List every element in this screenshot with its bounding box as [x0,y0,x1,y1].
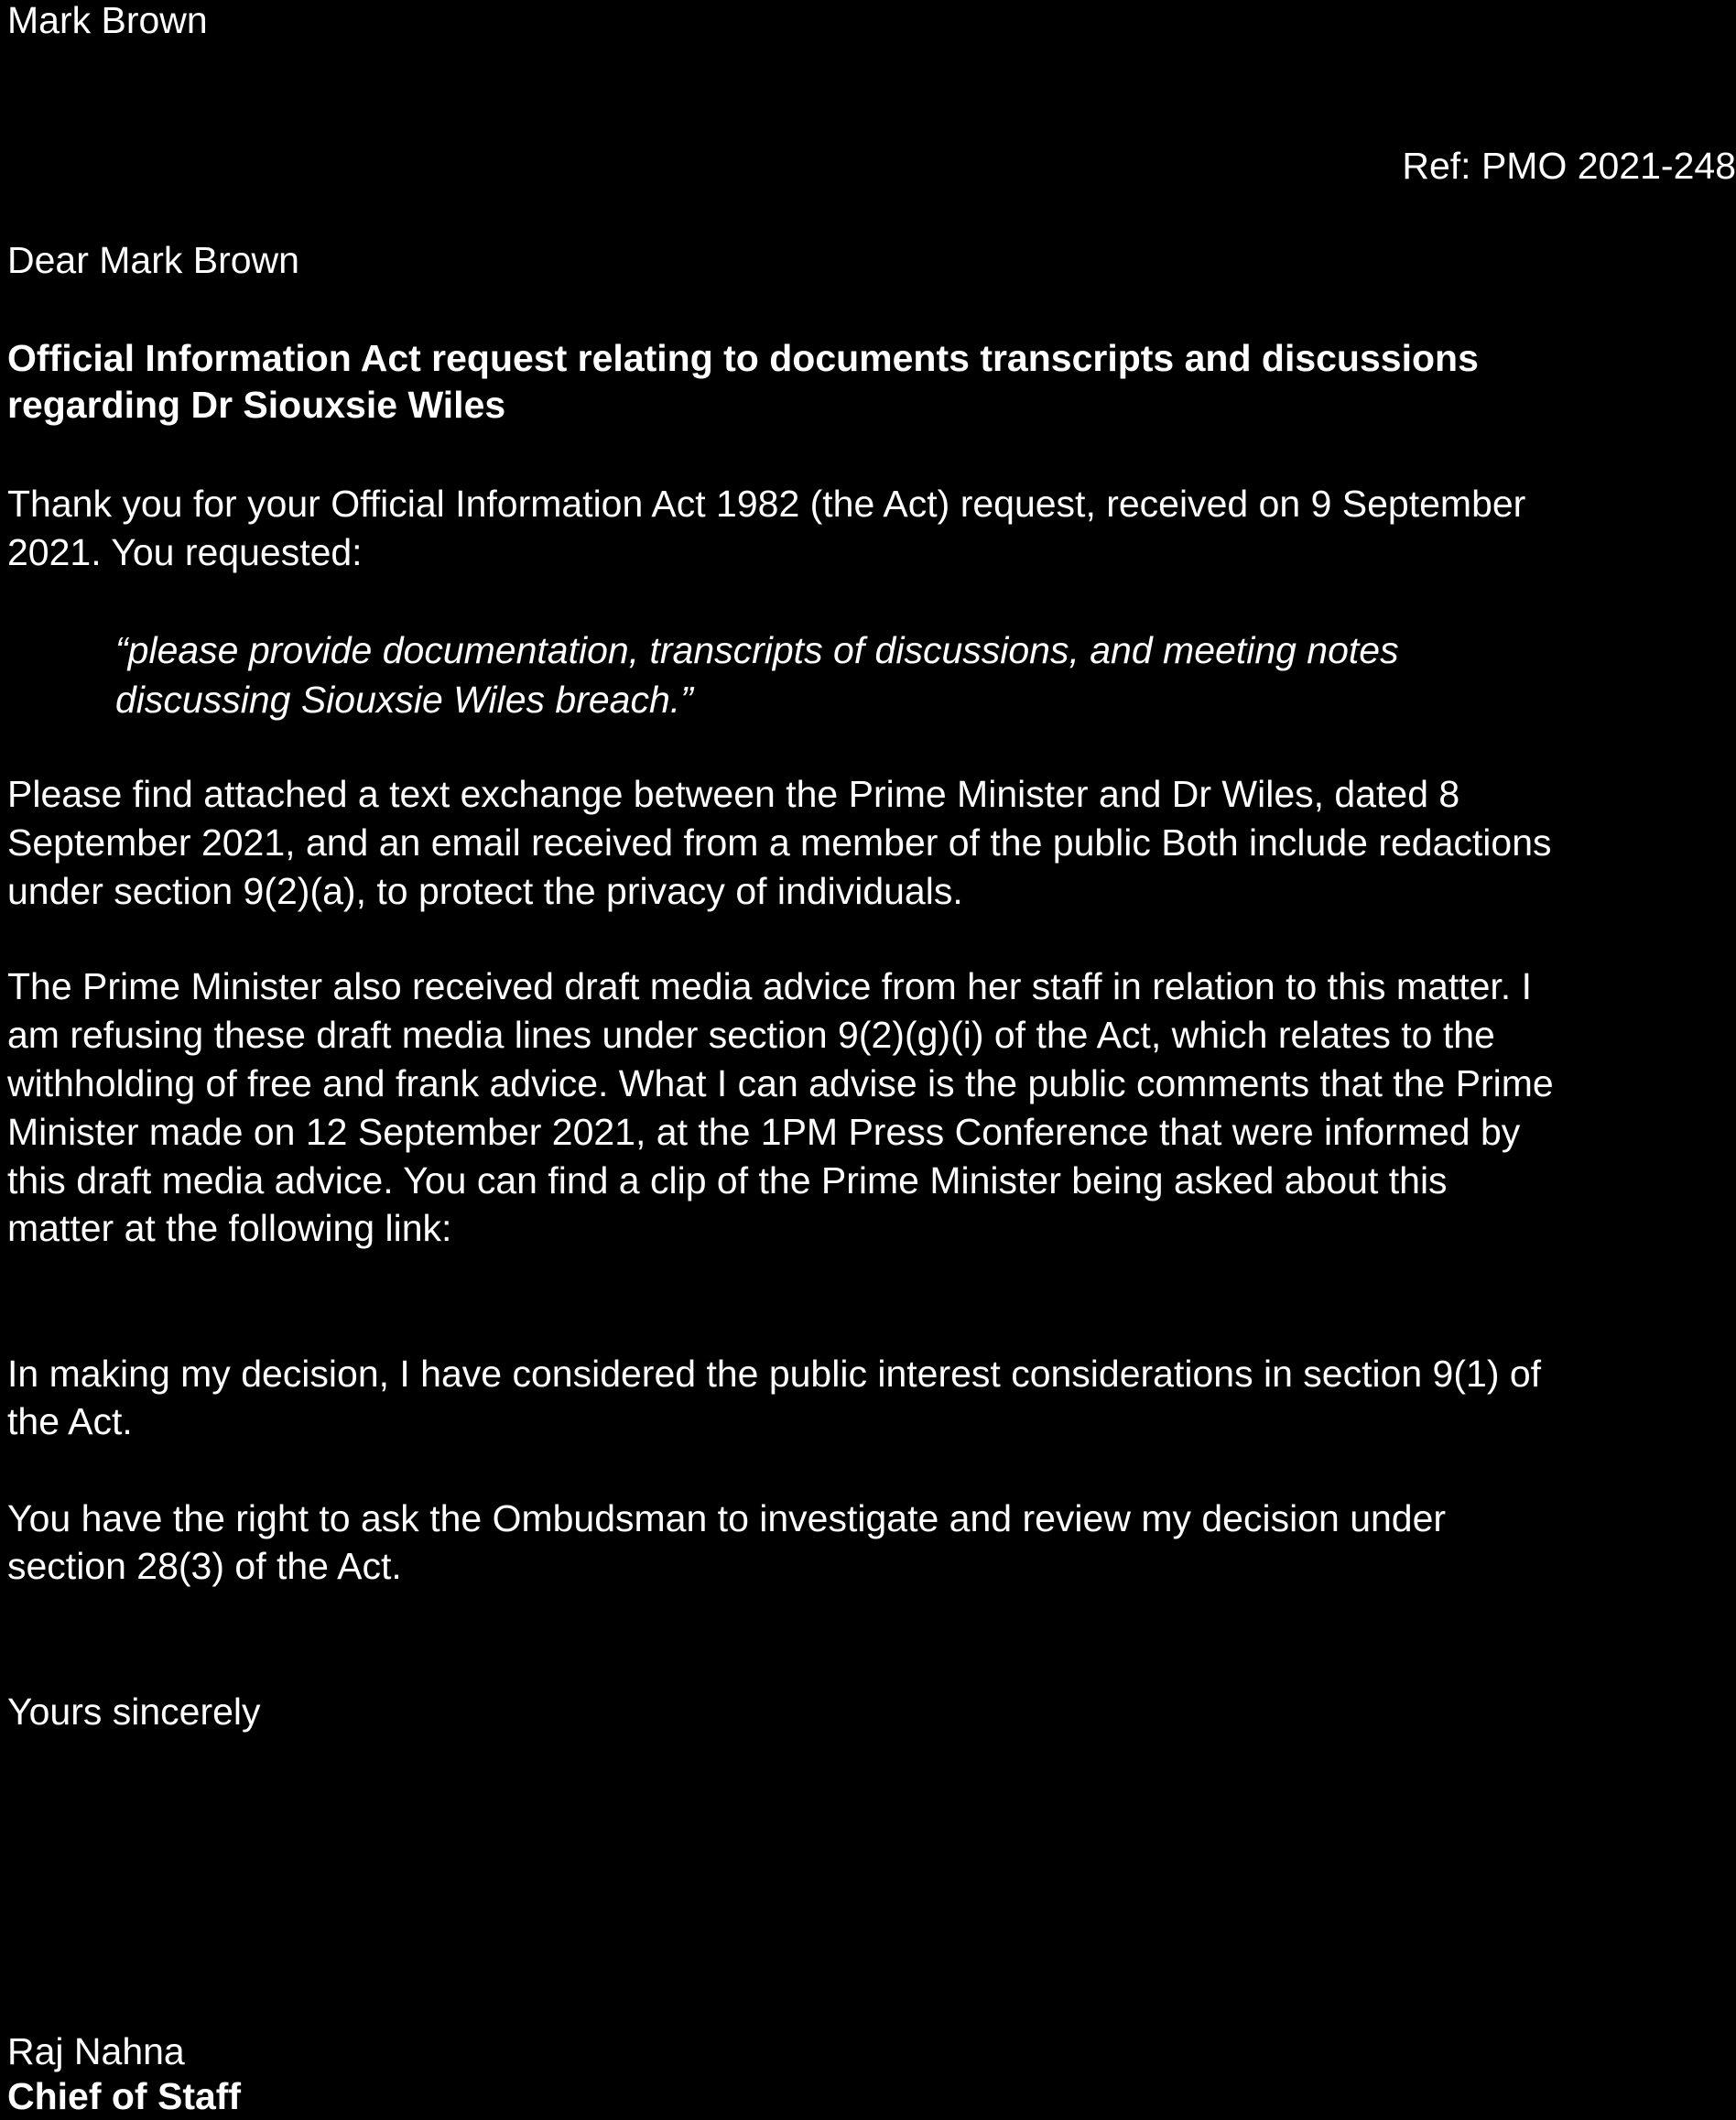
paragraph-line: section 28(3) of the Act. [7,1545,402,1587]
subject-line: Official Information Act request relating to documents transcripts and discussions [7,337,1479,379]
salutation: Dear Mark Brown [7,239,299,281]
paragraph-line: the Act. [7,1400,133,1442]
reference-number: Ref: PMO 2021-248 [1402,145,1736,187]
subject-line: regarding Dr Siouxsie Wiles [7,384,506,426]
paragraph-line: withholding of free and frank advice. What I can advise is the public comments that the Prime [7,1062,1554,1104]
signatory-name: Raj Nahna [7,2030,185,2072]
paragraph-line: Please find attached a text exchange between the Prime Minister and Dr Wiles, dated 8 [7,773,1460,815]
paragraph-line: matter at the following link: [7,1207,452,1249]
paragraph-line: 2021. You requested: [7,531,363,573]
paragraph-line: am refusing these draft media lines under section 9(2)(g)(i) of the Act, which relates to the [7,1014,1495,1056]
paragraph-line: Thank you for your Official Information Act 1982 (the Act) request, received on 9 September [7,483,1526,525]
paragraph-line: under section 9(2)(a), to protect the privacy of individuals. [7,870,963,912]
request-quote-line: “please provide documentation, transcripts of discussions, and meeting notes [115,629,1399,671]
paragraph-line: Minister made on 12 September 2021, at the 1PM Press Conference that were informed by [7,1111,1521,1153]
paragraph-line: You have the right to ask the Ombudsman to investigate and review my decision under [7,1497,1447,1539]
recipient-name: Mark Brown [7,0,208,41]
paragraph-line: The Prime Minister also received draft media advice from her staff in relation to this matter. I [7,965,1532,1007]
paragraph-line: this draft media advice. You can find a clip of the Prime Minister being asked about this [7,1159,1448,1201]
paragraph-line: September 2021, and an email received from a member of the public Both include redactions [7,821,1552,864]
signatory-title: Chief of Staff [7,2075,242,2117]
paragraph-line: In making my decision, I have considered the public interest considerations in section 9(1) of [7,1353,1542,1395]
request-quote-line: discussing Siouxsie Wiles breach.” [115,679,693,721]
closing: Yours sincerely [7,1691,261,1733]
